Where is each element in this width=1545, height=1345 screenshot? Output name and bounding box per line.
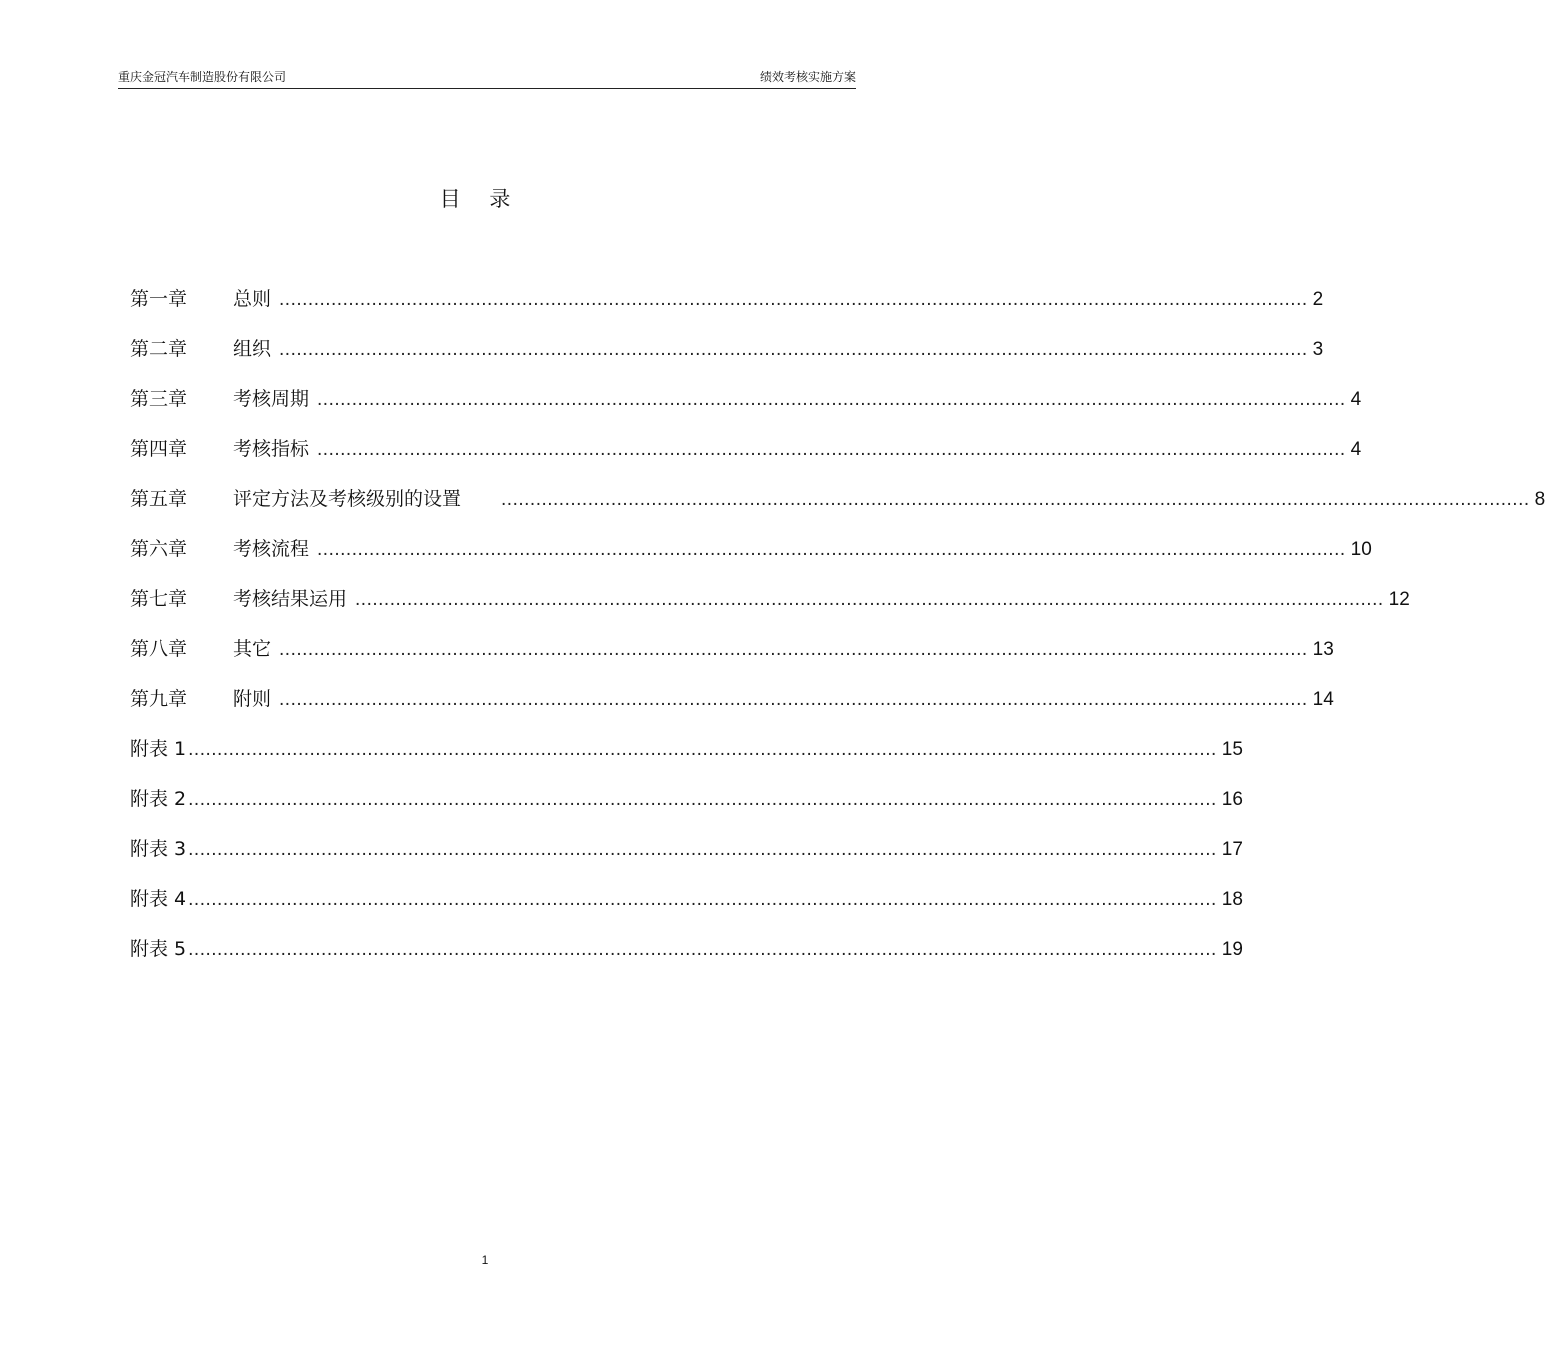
- toc-dot-leader: ..................................................................................................................................................................................: [317, 539, 1346, 560]
- header-company-name: 重庆金冠汽车制造股份有限公司: [118, 70, 287, 84]
- toc-chapter-number: 第七章: [130, 588, 188, 610]
- toc-dot-leader: ..................................................................................................................................................................................: [188, 839, 1217, 860]
- header-document-title: 绩效考核实施方案: [759, 70, 856, 84]
- toc-appendix-label: 附表 5: [130, 938, 187, 960]
- toc-page-number: 16: [1221, 789, 1243, 810]
- toc-appendix-label: 附表 2: [130, 788, 187, 810]
- toc-page-number: 4: [1350, 439, 1362, 460]
- toc-entry-chapter-5[interactable]: [130, 480, 1545, 530]
- toc-page-number: 13: [1312, 639, 1334, 660]
- toc-dot-leader: ..................................................................................................................................................................................: [188, 939, 1217, 960]
- toc-entry-appendix-5[interactable]: [130, 930, 1243, 980]
- toc-dot-leader: ..................................................................................................................................................................................: [501, 489, 1530, 510]
- page-header: [118, 66, 856, 89]
- toc-dot-leader: ..................................................................................................................................................................................: [188, 739, 1217, 760]
- toc-entry-chapter-1[interactable]: [130, 280, 1324, 330]
- toc-chapter-number: 第九章: [130, 688, 188, 710]
- toc-chapter-number: 第一章: [130, 288, 188, 310]
- toc-entry-chapter-9[interactable]: [130, 680, 1334, 730]
- toc-chapter-title: 总则: [233, 288, 272, 310]
- footer-page-number: 1: [481, 1253, 489, 1267]
- toc-appendix-label: 附表 3: [130, 838, 187, 860]
- toc-dot-leader: ..................................................................................................................................................................................: [279, 639, 1308, 660]
- toc-page-number: 8: [1534, 489, 1545, 510]
- toc-dot-leader: ..................................................................................................................................................................................: [188, 789, 1217, 810]
- toc-entry-appendix-4[interactable]: [130, 880, 1243, 930]
- toc-chapter-title: 考核流程: [233, 538, 310, 560]
- toc-entry-chapter-2[interactable]: [130, 330, 1324, 380]
- table-of-contents: [130, 280, 1545, 980]
- toc-entry-appendix-1[interactable]: [130, 730, 1243, 780]
- toc-page-number: 19: [1221, 939, 1243, 960]
- toc-page-number: 2: [1312, 289, 1324, 310]
- toc-dot-leader: ..................................................................................................................................................................................: [355, 589, 1384, 610]
- toc-page-number: 4: [1350, 389, 1362, 410]
- toc-chapter-number: 第三章: [130, 388, 188, 410]
- toc-entry-chapter-8[interactable]: [130, 630, 1334, 680]
- toc-dot-leader: ..................................................................................................................................................................................: [317, 439, 1346, 460]
- toc-entry-chapter-4[interactable]: [130, 430, 1362, 480]
- toc-page-number: 15: [1221, 739, 1243, 760]
- toc-dot-leader: ..................................................................................................................................................................................: [279, 339, 1308, 360]
- toc-chapter-title: 考核指标: [233, 438, 310, 460]
- toc-entry-chapter-7[interactable]: [130, 580, 1410, 630]
- toc-chapter-title: 附则: [233, 688, 272, 710]
- toc-chapter-number: 第五章: [130, 488, 188, 510]
- toc-chapter-title: 其它: [233, 638, 272, 660]
- toc-dot-leader: ..................................................................................................................................................................................: [317, 389, 1346, 410]
- toc-page-number: 12: [1388, 589, 1410, 610]
- toc-dot-leader: ..................................................................................................................................................................................: [279, 689, 1308, 710]
- toc-appendix-label: 附表 4: [130, 888, 187, 910]
- toc-chapter-number: 第二章: [130, 338, 188, 360]
- toc-page-number: 3: [1312, 339, 1324, 360]
- toc-page-number: 10: [1350, 539, 1372, 560]
- toc-dot-leader: ..................................................................................................................................................................................: [279, 289, 1308, 310]
- toc-chapter-number: 第八章: [130, 638, 188, 660]
- toc-chapter-number: 第六章: [130, 538, 188, 560]
- toc-chapter-title: 评定方法及考核级别的设置: [233, 488, 462, 510]
- toc-dot-leader: ..................................................................................................................................................................................: [188, 889, 1217, 910]
- toc-entry-appendix-3[interactable]: [130, 830, 1243, 880]
- toc-appendix-label: 附表 1: [130, 738, 187, 760]
- toc-entry-appendix-2[interactable]: [130, 780, 1243, 830]
- toc-chapter-title: 考核周期: [233, 388, 310, 410]
- toc-chapter-number: 第四章: [130, 438, 188, 460]
- toc-entry-chapter-3[interactable]: [130, 380, 1362, 430]
- toc-chapter-title: 考核结果运用: [233, 588, 348, 610]
- toc-chapter-title: 组织: [233, 338, 272, 360]
- toc-page-number: 17: [1221, 839, 1243, 860]
- toc-page-number: 18: [1221, 889, 1243, 910]
- toc-page-number: 14: [1312, 689, 1334, 710]
- toc-title: 目 录: [439, 187, 522, 211]
- toc-entry-chapter-6[interactable]: [130, 530, 1372, 580]
